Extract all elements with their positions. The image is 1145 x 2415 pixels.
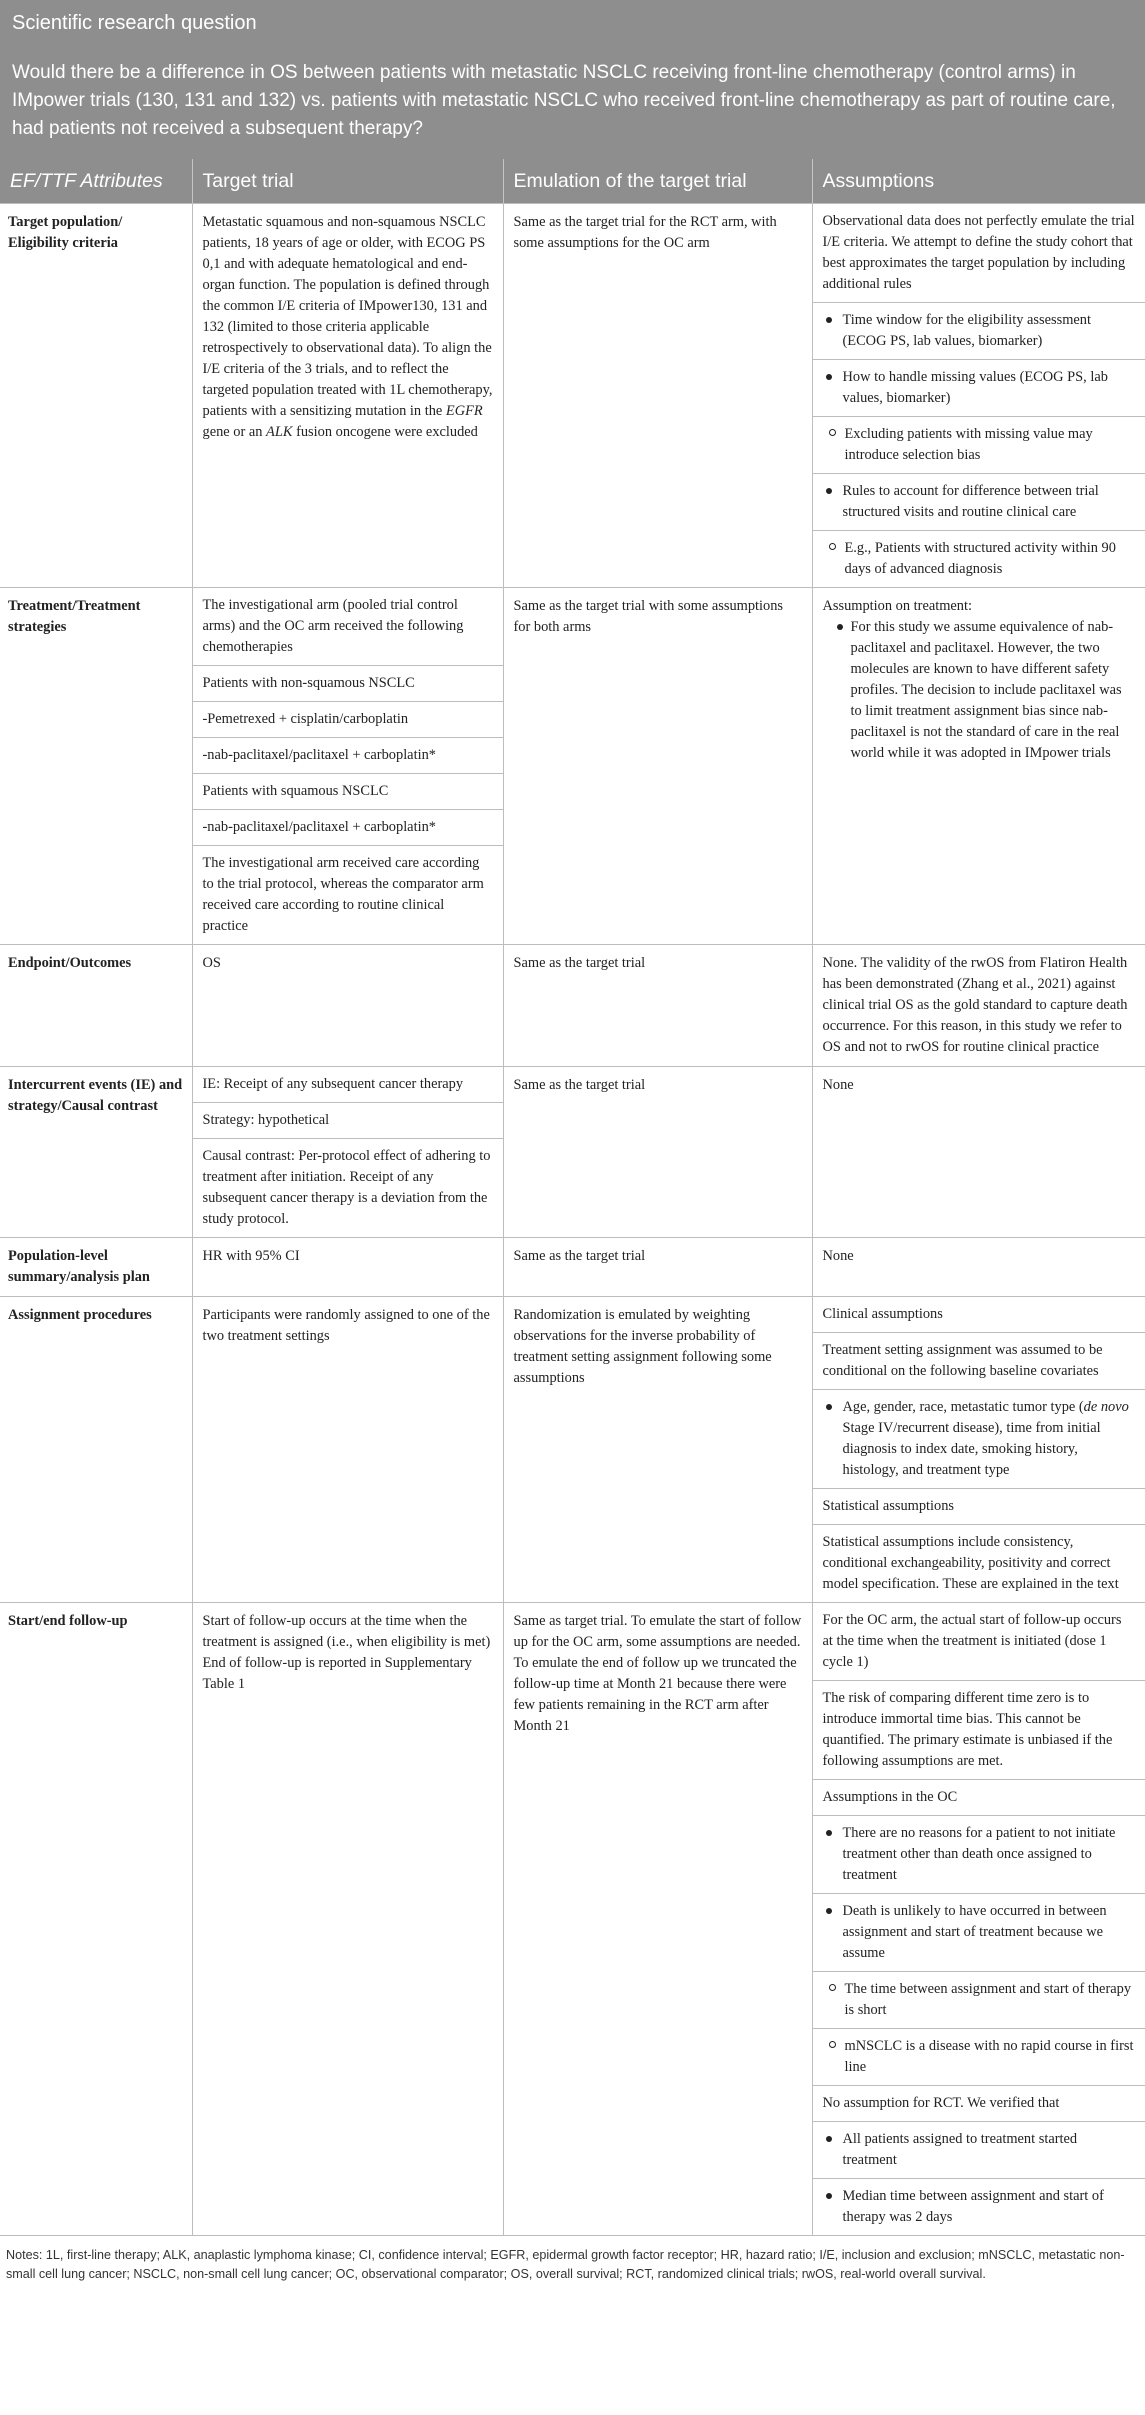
target-trial-cell bbox=[192, 1238, 503, 1297]
assumption-text: Treatment setting assignment was assumed to be conditional on the following baseline covariates bbox=[813, 1333, 1145, 1390]
target-trial-text: Metastatic squamous and non-squamous NSCLC patients, 18 years of age or older, with ECOG PS 0,1 and with adequate hematological and end-organ function. The population is defined through the common I/E criteria of IMpower130, 131 and 132 (limited to those criteria applicable retrospectively to observational data). To align the I/E criteria of the 3 trials, and to reflect the targeted population treated with 1L chemotherapy, patients with a sensitizing mutation in the EGFR gene or an ALK fusion oncogene were excluded bbox=[202, 214, 493, 440]
row-label: Population-level summary/analysis plan bbox=[8, 1248, 150, 1285]
assumption-heading: Assumption on treatment: bbox=[822, 598, 972, 614]
assumption-bullet: Death is unlikely to have occurred in between assignment and start of treatment because we assume bbox=[813, 1894, 1145, 1972]
table-row bbox=[0, 588, 1145, 945]
target-trial-text: -Pemetrexed + cisplatin/carboplatin bbox=[193, 702, 503, 738]
emulation-cell bbox=[503, 204, 812, 588]
assumptions-cell bbox=[812, 1603, 1145, 2236]
assumptions-cell bbox=[812, 588, 1145, 945]
target-trial-text: Patients with squamous NSCLC bbox=[193, 774, 503, 810]
emulation-text: Same as the target trial bbox=[513, 955, 646, 971]
assumption-bullet: Median time between assignment and start of therapy was 2 days bbox=[813, 2179, 1145, 2235]
row-label: Start/end follow-up bbox=[8, 1613, 128, 1629]
emulation-cell bbox=[503, 1067, 812, 1238]
assumption-heading: No assumption for RCT. We verified that bbox=[813, 2086, 1145, 2122]
row-label-cell bbox=[0, 1067, 192, 1238]
target-trial-text: The investigational arm (pooled trial control arms) and the OC arm received the following chemotherapies bbox=[193, 588, 503, 666]
table-row bbox=[0, 1238, 1145, 1297]
assumptions-cell bbox=[812, 945, 1145, 1067]
target-trial-cell bbox=[192, 1297, 503, 1603]
row-label: Target population/ Eligibility criteria bbox=[8, 214, 123, 251]
assumption-sub-bullet: E.g., Patients with structured activity within 90 days of advanced diagnosis bbox=[813, 531, 1145, 587]
assumption-sub-bullet: Excluding patients with missing value may introduce selection bias bbox=[813, 417, 1145, 474]
assumption-bullet: All patients assigned to treatment started treatment bbox=[813, 2122, 1145, 2179]
target-trial-text: The investigational arm received care according to the trial protocol, whereas the comparator arm received care according to routine clinical practice bbox=[202, 855, 484, 934]
target-trial-text: Patients with non-squamous NSCLC bbox=[193, 666, 503, 702]
column-header-assumptions: Assumptions bbox=[812, 159, 1145, 204]
assumption-text: For the OC arm, the actual start of follow-up occurs at the time when the treatment is initiated (dose 1 cycle 1) bbox=[813, 1603, 1145, 1681]
assumption-bullet: How to handle missing values (ECOG PS, lab values, biomarker) bbox=[813, 360, 1145, 417]
emulation-cell bbox=[503, 588, 812, 945]
target-trial-text: IE: Receipt of any subsequent cancer therapy bbox=[193, 1067, 503, 1103]
emulation-cell bbox=[503, 1297, 812, 1603]
table-row bbox=[0, 1067, 1145, 1238]
assumption-bullet: Time window for the eligibility assessment (ECOG PS, lab values, biomarker) bbox=[813, 303, 1145, 360]
row-label-cell bbox=[0, 1297, 192, 1603]
assumptions-cell bbox=[812, 1067, 1145, 1238]
table-row bbox=[0, 1603, 1145, 2236]
assumption-text: None. The validity of the rwOS from Flatiron Health has been demonstrated (Zhang et al., 2021) against clinical trial OS as the gold standard to capture death occurrence. For this reason, in this study we refer to OS and not to rwOS for routine clinical practice bbox=[822, 955, 1128, 1055]
assumption-text: The risk of comparing different time zero is to introduce immortal time bias. This cannot be quantified. The primary estimate is unbiased if the following assumptions are met. bbox=[813, 1681, 1145, 1780]
table-row bbox=[0, 1297, 1145, 1603]
target-trial-text: Participants were randomly assigned to one of the two treatment settings bbox=[202, 1307, 490, 1344]
assumption-text: None bbox=[822, 1077, 854, 1093]
column-header-row bbox=[0, 159, 1145, 204]
target-trial-text: Start of follow-up occurs at the time when the treatment is assigned (i.e., when eligibility is met) End of follow-up is reported in Supplementary Table 1 bbox=[202, 1613, 491, 1692]
assumptions-cell bbox=[812, 204, 1145, 588]
row-label: Assignment procedures bbox=[8, 1307, 152, 1323]
row-label-cell bbox=[0, 204, 192, 588]
table-title: Scientific research question bbox=[12, 12, 257, 34]
assumptions-cell bbox=[812, 1238, 1145, 1297]
row-label-cell bbox=[0, 588, 192, 945]
target-trial-cell bbox=[192, 945, 503, 1067]
target-trial-text: Strategy: hypothetical bbox=[193, 1103, 503, 1139]
assumption-heading: Clinical assumptions bbox=[813, 1297, 1145, 1333]
row-label-cell bbox=[0, 1238, 192, 1297]
assumptions-cell bbox=[812, 1297, 1145, 1603]
assumption-heading: Assumptions in the OC bbox=[813, 1780, 1145, 1816]
emulation-text: Same as the target trial for the RCT arm, with some assumptions for the OC arm bbox=[513, 214, 777, 251]
target-trial-cell bbox=[192, 1067, 503, 1238]
assumption-text: Observational data does not perfectly emulate the trial I/E criteria. We attempt to define the study cohort that best approximates the target population by including additional rules bbox=[813, 204, 1145, 303]
emulation-cell bbox=[503, 945, 812, 1067]
emulation-cell bbox=[503, 1603, 812, 2236]
row-label-cell bbox=[0, 1603, 192, 2236]
target-trial-table bbox=[0, 159, 1145, 2236]
target-trial-cell bbox=[192, 204, 503, 588]
column-header-emulation: Emulation of the target trial bbox=[503, 159, 812, 204]
column-header-target-trial: Target trial bbox=[192, 159, 503, 204]
assumption-text: Statistical assumptions include consistency, conditional exchangeability, positivity and correct model specification. These are explained in the text bbox=[822, 1534, 1119, 1592]
column-header-attributes: EF/TTF Attributes bbox=[0, 159, 192, 204]
assumption-text: None bbox=[822, 1248, 854, 1264]
emulation-text: Same as the target trial bbox=[513, 1248, 646, 1264]
emulation-cell bbox=[503, 1238, 812, 1297]
assumption-sub-bullet: The time between assignment and start of therapy is short bbox=[813, 1972, 1145, 2029]
table-row bbox=[0, 204, 1145, 588]
emulation-text: Same as target trial. To emulate the start of follow up for the OC arm, some assumptions are needed. To emulate the end of follow up we truncated the follow-up time at Month 21 because there were few patients remaining in the RCT arm after Month 21 bbox=[513, 1613, 802, 1734]
target-trial-cell bbox=[192, 1603, 503, 2236]
target-trial-text: OS bbox=[202, 955, 221, 971]
assumption-bullet: Rules to account for difference between trial structured visits and routine clinical care bbox=[813, 474, 1145, 531]
target-trial-text: -nab-paclitaxel/paclitaxel + carboplatin* bbox=[193, 738, 503, 774]
row-label: Treatment/Treatment strategies bbox=[8, 598, 141, 635]
emulation-text: Randomization is emulated by weighting observations for the inverse probability of treatment setting assignment following some assumptions bbox=[513, 1307, 772, 1386]
row-label: Endpoint/Outcomes bbox=[8, 955, 132, 971]
row-label-cell bbox=[0, 945, 192, 1067]
target-trial-text: -nab-paclitaxel/paclitaxel + carboplatin* bbox=[193, 810, 503, 846]
emulation-text: Same as the target trial with some assumptions for both arms bbox=[513, 598, 784, 635]
target-trial-cell bbox=[192, 588, 503, 945]
assumption-bullet: For this study we assume equivalence of nab-paclitaxel and paclitaxel. However, the two molecules are known to have different safety profiles. The decision to include paclitaxel was to limit treatment assignment bias since nab-paclitaxel is not the standard of care in the real world while it was adopted in IMpower trials bbox=[813, 617, 1145, 764]
research-question: Would there be a difference in OS between patients with metastatic NSCLC receiving front-line chemotherapy (control arms) in IMpower trials (130, 131 and 132) vs. patients with metastatic NSCLC who received front-line chemotherapy as part of routine care, had patients not received a subsequent therapy? bbox=[12, 62, 1116, 139]
assumption-bullet: There are no reasons for a patient to not initiate treatment other than death once assigned to treatment bbox=[813, 1816, 1145, 1894]
table-notes: Notes: 1L, first-line therapy; ALK, anaplastic lymphoma kinase; CI, confidence interval; EGFR, epidermal growth factor receptor; HR, hazard ratio; I/E, inclusion and exclusion; mNSCLC, metastatic non-small cell lung cancer; NSCLC, non-small cell lung cancer; OC, observational comparator; OS, overall survival; RCT, randomized clinical trials; rwOS, real-world overall survival. bbox=[6, 2248, 1125, 2281]
assumption-bullet: Age, gender, race, metastatic tumor type (de novo Stage IV/recurrent disease), time from initial diagnosis to index date, smoking history, histology, and treatment type bbox=[813, 1390, 1145, 1489]
emulation-text: Same as the target trial bbox=[513, 1077, 646, 1093]
target-trial-text: HR with 95% CI bbox=[202, 1248, 300, 1264]
row-label: Intercurrent events (IE) and strategy/Causal contrast bbox=[8, 1077, 183, 1114]
assumption-heading: Statistical assumptions bbox=[813, 1489, 1145, 1525]
table-header bbox=[0, 0, 1145, 159]
target-trial-text: Causal contrast: Per-protocol effect of adhering to treatment after initiation. Receipt of any subsequent cancer therapy is a deviation from the study protocol. bbox=[202, 1148, 491, 1227]
table-row bbox=[0, 945, 1145, 1067]
assumption-sub-bullet: mNSCLC is a disease with no rapid course in first line bbox=[813, 2029, 1145, 2086]
